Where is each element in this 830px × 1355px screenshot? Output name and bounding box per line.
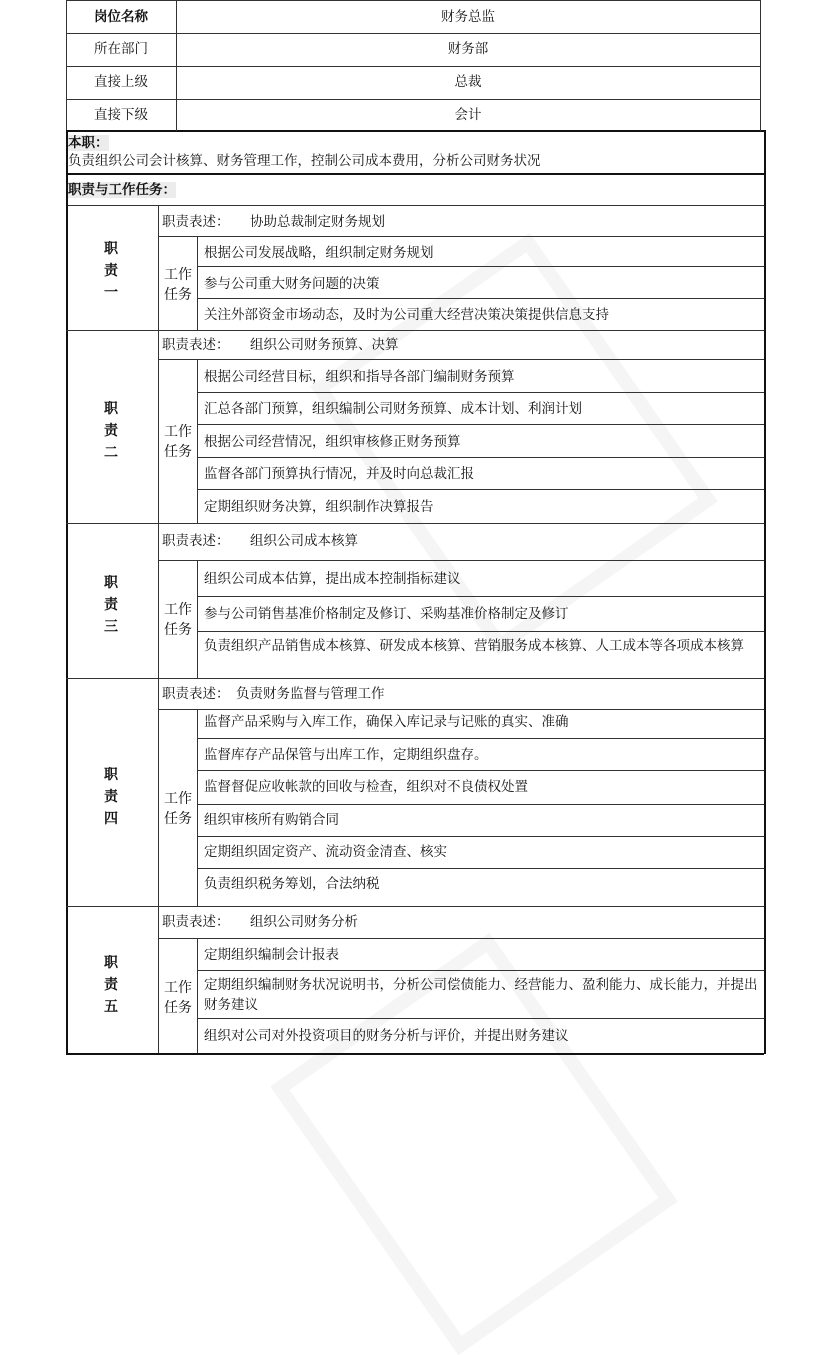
duty-5-work-label: 任务 xyxy=(164,1000,192,1016)
duty-1-task-1: 根据公司发展战略，组织制定财务规划 xyxy=(204,245,434,261)
tasks-section-label: 职责与工作任务： xyxy=(68,182,176,198)
duty-3-task-3: 负责组织产品销售成本核算、研发成本核算、营销服务成本核算、人工成本等各项成本核算 xyxy=(204,638,744,654)
subordinate-label: 直接下级 xyxy=(94,107,148,123)
subordinate-value: 会计 xyxy=(454,107,482,123)
duty-3-description: 组织公司成本核算 xyxy=(250,533,358,549)
duty-2-title-char: 责 xyxy=(104,423,118,439)
supervisor-label: 直接上级 xyxy=(94,74,148,90)
duty-5-task-2: 定期组织编制财务状况说明书，分析公司偿债能力、经营能力、盈利能力、成长能力，并提出财务建议 xyxy=(204,977,758,1013)
duty-2-task-3: 根据公司经营情况，组织审核修正财务预算 xyxy=(204,434,461,450)
duty-2-task-5: 定期组织财务决算，组织制作决算报告 xyxy=(204,499,434,515)
duty-4-task-5: 定期组织固定资产、流动资金清查、核实 xyxy=(204,844,447,860)
duty-2-task-1: 根据公司经营目标，组织和指导各部门编制财务预算 xyxy=(204,369,515,385)
duty-5-desc-label: 职责表述： xyxy=(162,914,230,930)
duty-3-task-1: 组织公司成本估算，提出成本控制指标建议 xyxy=(204,571,461,587)
duty-2-task-2: 汇总各部门预算，组织编制公司财务预算、成本计划、利润计划 xyxy=(204,401,582,417)
duty-5-work-label: 工作 xyxy=(164,980,192,996)
duty-4-work-label: 工作 xyxy=(164,791,192,807)
duty-summary-label: 本职： xyxy=(68,135,109,151)
duty-2-work-label: 工作 xyxy=(164,424,192,440)
duty-2-title-char: 职 xyxy=(104,401,118,417)
duty-3-work-label: 任务 xyxy=(164,622,192,638)
duty-summary-text: 负责组织公司会计核算、财务管理工作，控制公司成本费用，分析公司财务状况 xyxy=(68,153,541,169)
duty-1-task-2: 参与公司重大财务问题的决策 xyxy=(204,276,380,292)
duty-3-title-char: 责 xyxy=(104,597,118,613)
duty-2-title-char: 二 xyxy=(104,445,118,461)
duty-4-description: 负责财务监督与管理工作 xyxy=(236,686,385,702)
duty-2-description: 组织公司财务预算、决算 xyxy=(250,337,399,353)
duty-3-work-label: 工作 xyxy=(164,602,192,618)
duty-4-work-label: 任务 xyxy=(164,811,192,827)
department-value: 财务部 xyxy=(447,41,489,57)
duty-5-title-char: 职 xyxy=(104,955,118,971)
duty-4-task-4: 组织审核所有购销合同 xyxy=(204,812,339,828)
duty-3-desc-label: 职责表述： xyxy=(162,533,230,549)
duty-4-desc-label: 职责表述： xyxy=(162,686,230,702)
duty-1-work-label: 工作 xyxy=(164,267,192,283)
duty-4-title-char: 责 xyxy=(104,789,118,805)
duty-1-description: 协助总裁制定财务规划 xyxy=(250,214,385,230)
duty-3-task-2: 参与公司销售基准价格制定及修订、采购基准价格制定及修订 xyxy=(204,606,569,622)
duty-1-desc-label: 职责表述： xyxy=(162,214,230,230)
department-label: 所在部门 xyxy=(94,41,148,57)
duty-1-title-char: 责 xyxy=(104,263,118,279)
duty-1-task-3: 关注外部资金市场动态，及时为公司重大经营决策决策提供信息支持 xyxy=(204,307,609,323)
duty-5-description: 组织公司财务分析 xyxy=(250,914,358,930)
duty-1-title-char: 一 xyxy=(104,285,118,301)
duty-4-task-1: 监督产品采购与入库工作，确保入库记录与记账的真实、准确 xyxy=(204,714,569,730)
duty-3-title-char: 职 xyxy=(104,575,118,591)
duty-5-title-char: 责 xyxy=(104,977,118,993)
duty-4-title-char: 四 xyxy=(104,811,118,827)
duty-2-work-label: 任务 xyxy=(164,444,192,460)
supervisor-value: 总裁 xyxy=(454,74,482,90)
duty-4-task-6: 负责组织税务筹划，合法纳税 xyxy=(204,876,380,892)
job-title-value: 财务总监 xyxy=(441,9,495,25)
duty-1-work-label: 任务 xyxy=(164,287,192,303)
duty-4-task-3: 监督督促应收帐款的回收与检查，组织对不良债权处置 xyxy=(204,779,528,795)
duty-2-task-4: 监督各部门预算执行情况，并及时向总裁汇报 xyxy=(204,466,474,482)
duty-1-title-char: 职 xyxy=(104,241,118,257)
job-title-label: 岗位名称 xyxy=(94,9,148,25)
duty-4-task-2: 监督库存产品保管与出库工作，定期组织盘存。 xyxy=(204,747,488,763)
duty-5-title-char: 五 xyxy=(104,999,118,1015)
duty-5-task-3: 组织对公司对外投资项目的财务分析与评价，并提出财务建议 xyxy=(204,1028,569,1044)
duty-5-task-1: 定期组织编制会计报表 xyxy=(204,947,339,963)
duty-4-title-char: 职 xyxy=(104,767,118,783)
duty-2-desc-label: 职责表述： xyxy=(162,337,230,353)
duty-3-title-char: 三 xyxy=(104,619,118,635)
